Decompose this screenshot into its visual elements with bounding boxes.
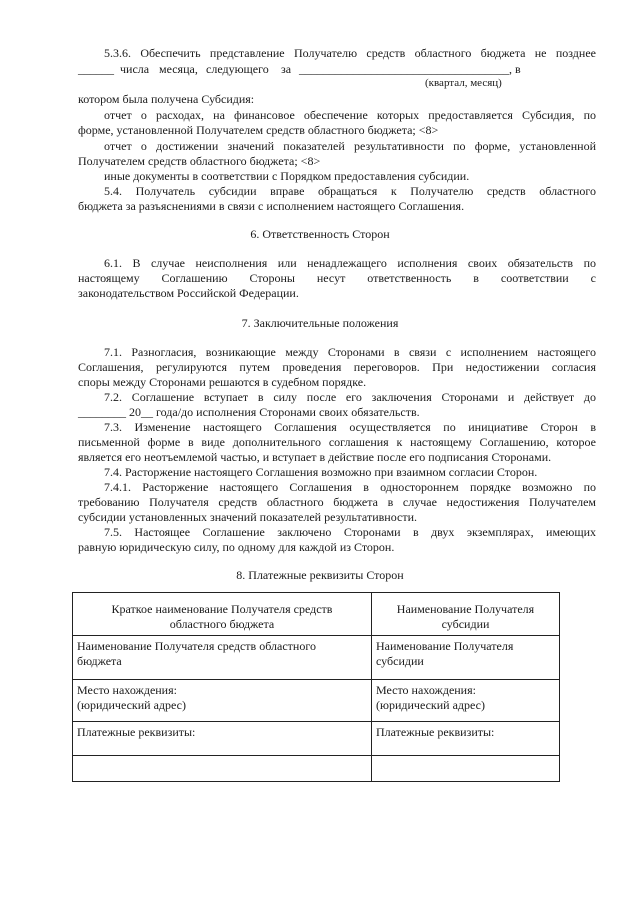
header-left-line2: областного бюджета	[169, 617, 275, 631]
row2-right-line2: (юридический адрес)	[376, 698, 485, 712]
p61-line3: законодательством Российской Федерации.	[78, 286, 299, 300]
p71-line2: Соглашения, регулируются путем проведения переговоров. При недостижении согласия	[78, 360, 596, 374]
row2-right-cell	[372, 680, 560, 722]
p54-line1: 5.4. Получатель субсидии вправе обращаться к Получателю средств областного	[104, 184, 596, 198]
p75-line2: равную юридическую силу, по одному для каждой из Сторон.	[78, 540, 395, 554]
table-row	[73, 636, 560, 680]
p72-line2: ________ 20__ года/до исполнения Сторонами своих обязательств.	[78, 405, 420, 419]
header-right-line1: Наименование Получателя	[396, 602, 535, 616]
row1-left-cell	[73, 636, 372, 680]
row1-right-line1: Наименование Получателя	[376, 639, 514, 653]
table-row	[73, 680, 560, 722]
row3-left-line1: Платежные реквизиты:	[77, 725, 196, 739]
header-right-line2: субсидии	[441, 617, 490, 631]
row1-right-cell	[372, 636, 560, 680]
p61-line2: настоящему Соглашению Стороны несут ответственность в соответствии с	[78, 271, 596, 285]
row1-left-line1: Наименование Получателя средств областного	[77, 639, 316, 653]
row3-left-cell	[73, 722, 372, 756]
p54-line2: бюджета за разъяснениями в связи с исполнением настоящего Соглашения.	[78, 199, 465, 213]
p741-line3: субсидии установленных значений показателей результативности.	[78, 510, 417, 524]
row2-left-line1: Место нахождения:	[77, 683, 177, 697]
p73-line3: является его неотъемлемой частью, и вступает в действие после его подписания Сторонами.	[78, 450, 552, 464]
row4-left-cell	[73, 756, 372, 782]
report1-line2: форме, установленной Получателем средств областного бюджета; <8>	[78, 123, 439, 137]
p72-line1: 7.2. Соглашение вступает в силу после его заключения Сторонами и действует до	[104, 390, 596, 404]
p741-line2: требованию Получателя средств областного бюджета в случае недостижения Получателем	[78, 495, 596, 509]
table-row-empty	[73, 756, 560, 782]
p536-word-d: за	[281, 62, 292, 76]
other-docs: иные документы в соответствии с Порядком предоставления субсидии.	[104, 169, 470, 183]
report1-line1: отчет о расходах, на финансовое обеспечение которых предоставляется Субсидия, по	[104, 108, 596, 122]
p536-word-a: числа	[120, 62, 150, 76]
p536-word-b: месяца,	[159, 62, 198, 76]
p75-line1: 7.5. Настоящее Соглашение заключено Сторонами в двух экземплярах, имеющих	[104, 525, 596, 539]
header-right-cell	[372, 593, 560, 636]
row3-right-cell	[372, 722, 560, 756]
p536-underline: ___________________________________, в	[299, 62, 521, 76]
p73-line1: 7.3. Изменение настоящего Соглашения осуществляется по инициативе Сторон в	[104, 420, 596, 434]
row1-right-line2: субсидии	[376, 654, 424, 668]
section7-heading: 7. Заключительные положения	[241, 316, 399, 330]
header-left-cell	[73, 593, 372, 636]
p71-line3: споры между Сторонами решаются в судебном порядке.	[78, 375, 367, 389]
p741-line1: 7.4.1. Расторжение настоящего Соглашения в одностороннем порядке возможно по	[104, 480, 596, 494]
p71-line1: 7.1. Разногласия, возникающие между Сторонами в связи с исполнением настоящего	[104, 345, 596, 359]
report2-line1: отчет о достижении значений показателей результативности по форме, установленной	[104, 139, 596, 153]
header-left-line1: Краткое наименование Получателя средств	[111, 602, 333, 616]
payment-details-table	[72, 592, 560, 782]
p536-hint: (квартал, месяц)	[425, 77, 502, 89]
p61-line1: 6.1. В случае неисполнения или ненадлежащего исполнения своих обязательств по	[104, 256, 596, 270]
p536-line1: 5.3.6. Обеспечить представление Получателю средств областного бюджета не позднее	[104, 46, 596, 60]
row3-right-line1: Платежные реквизиты:	[376, 725, 495, 739]
p536-line3: котором была получена Субсидия:	[78, 92, 255, 106]
row2-left-line2: (юридический адрес)	[77, 698, 186, 712]
row2-left-cell	[73, 680, 372, 722]
p74: 7.4. Расторжение настоящего Соглашения возможно при взаимном согласии Сторон.	[104, 465, 538, 479]
p73-line2: письменной форме в виде дополнительного соглашения к настоящему Соглашению, которое	[78, 435, 596, 449]
p536-blank: ______	[78, 62, 114, 76]
table-row	[73, 722, 560, 756]
report2-line2: Получателем средств областного бюджета; <8>	[78, 154, 321, 168]
section6-heading: 6. Ответственность Сторон	[250, 227, 390, 241]
p536-word-c: следующего	[206, 62, 269, 76]
table-header-row	[73, 593, 560, 636]
section8-heading: 8. Платежные реквизиты Сторон	[236, 568, 404, 582]
row1-left-line2: бюджета	[77, 654, 122, 668]
row4-right-cell	[372, 756, 560, 782]
row2-right-line1: Место нахождения:	[376, 683, 476, 697]
